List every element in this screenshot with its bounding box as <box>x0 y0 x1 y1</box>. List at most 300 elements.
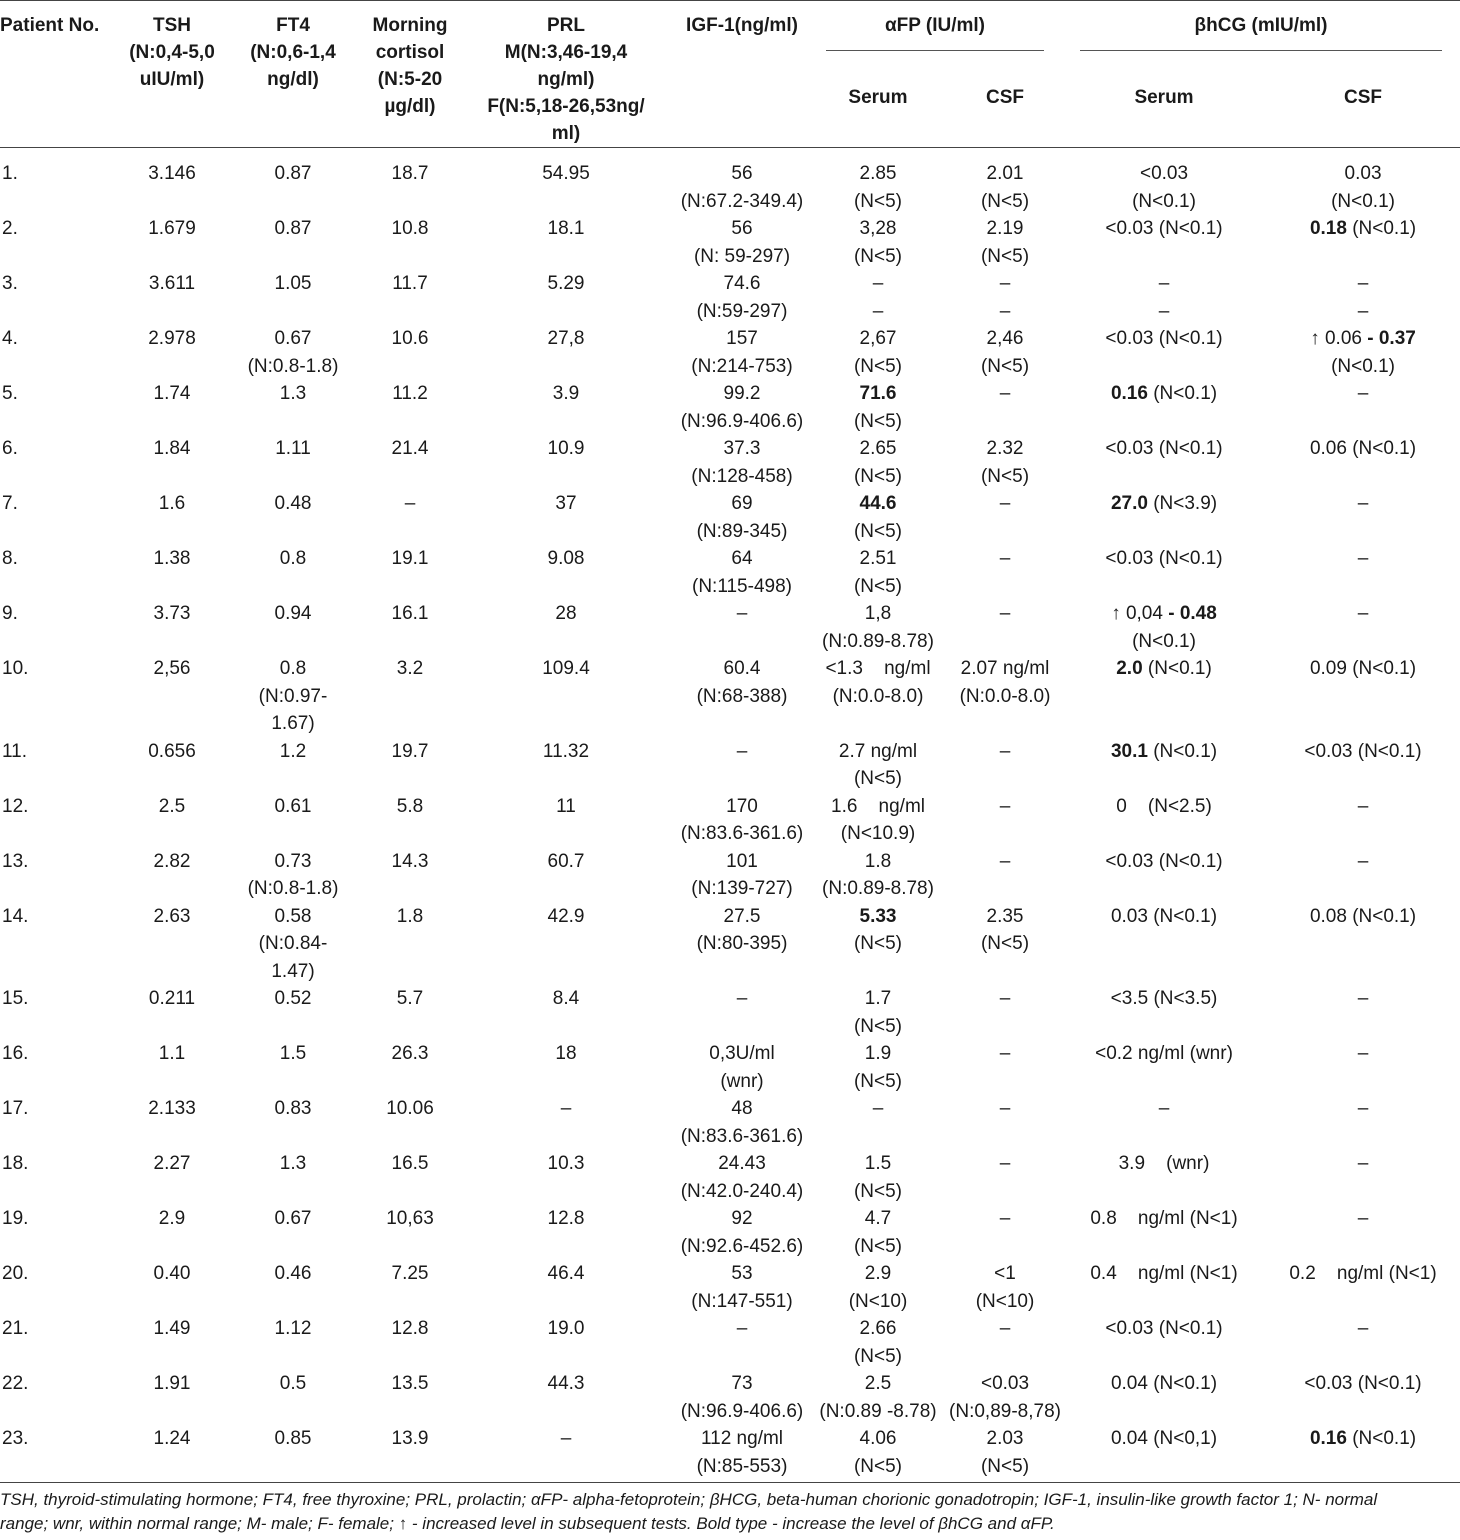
cell-line: 170 <box>726 795 758 817</box>
cell-line: – <box>999 548 1011 569</box>
igf1-cell <box>676 380 808 435</box>
cell-line: (N:0.84- <box>258 933 328 954</box>
tsh-cell: 2.63 <box>153 905 191 927</box>
cell-line <box>1062 1370 1266 1398</box>
patient-number-cell: 22. <box>2 1373 29 1394</box>
cell-line <box>1266 1425 1460 1453</box>
cell-line <box>1266 325 1460 353</box>
cell-line: 0.5 <box>279 1373 307 1394</box>
cortisol-cell: 18.7 <box>391 163 429 184</box>
bhcg-csf-cell <box>1266 1095 1460 1150</box>
cortisol-cell: 12.8 <box>391 1318 429 1339</box>
cell-text: (N<0.1) <box>1147 740 1218 762</box>
cell-line: 1.67) <box>271 713 315 734</box>
cell-line <box>1062 628 1266 656</box>
header-patient-no: Patient No. <box>0 15 100 36</box>
header-ft4 <box>222 0 364 148</box>
cell-line <box>1062 655 1266 683</box>
cell-line <box>1266 435 1460 463</box>
patient-number-cell: 7. <box>2 493 18 514</box>
cell-line: 1.12 <box>274 1318 312 1339</box>
cell-line <box>1062 160 1266 188</box>
tsh-cell: 2.133 <box>148 1098 196 1119</box>
cortisol-cell: 16.5 <box>391 1153 429 1174</box>
cell-text: ↑ 0.06 <box>1310 328 1368 349</box>
cell-line: 69 <box>731 493 753 514</box>
cell-text: (N<10) <box>848 1290 908 1312</box>
afp-serum-cell <box>808 1150 948 1205</box>
ft4-cell <box>222 1150 364 1205</box>
cortisol-cell: 26.3 <box>391 1043 429 1064</box>
cell-line <box>808 1343 948 1371</box>
cell-text: 2,67 <box>859 328 897 349</box>
cell-line <box>808 793 948 821</box>
bhcg-csf-cell <box>1266 1315 1460 1370</box>
table-row <box>0 1150 1460 1205</box>
cell-text: 2.66 <box>859 1318 897 1339</box>
cell-line <box>808 1425 948 1453</box>
tsh-cell: 2.27 <box>153 1153 191 1174</box>
cortisol-cell: 3.2 <box>396 658 424 679</box>
bhcg-csf-cell <box>1266 655 1460 738</box>
header-prl <box>456 0 676 148</box>
cell-text: (N<5) <box>853 1180 903 1202</box>
cell-line: 60.4 <box>723 658 761 679</box>
afp-serum-cell <box>808 1040 948 1095</box>
cell-line: 0.8 <box>279 548 307 569</box>
afp-serum-cell <box>808 1260 948 1315</box>
cell-line <box>808 1178 948 1206</box>
tsh-cell: 1.38 <box>153 548 191 569</box>
bhcg-serum-cell <box>1062 738 1266 793</box>
header-bhcg-csf: CSF <box>1344 86 1383 108</box>
cell-line: (N:0.8-1.8) <box>247 355 339 377</box>
afp-csf-cell <box>948 215 1062 270</box>
table-row <box>0 1205 1460 1260</box>
cell-line <box>1062 848 1266 876</box>
header-line: µg/dl) <box>384 96 436 117</box>
cell-line: 24.43 <box>718 1153 766 1174</box>
cell-line <box>808 1013 948 1041</box>
cell-text: (N<0.1) <box>1331 355 1395 377</box>
header-line: PRL <box>547 15 585 36</box>
cell-line: 0.67 <box>274 328 312 349</box>
bhcg-csf-cell <box>1266 325 1460 380</box>
ft4-cell <box>222 600 364 655</box>
cell-line: 1.05 <box>274 273 312 294</box>
ft4-cell <box>222 903 364 986</box>
cell-line <box>1062 600 1266 628</box>
patient-number-cell: 2. <box>2 218 18 239</box>
cell-text: 1.5 <box>864 1153 892 1174</box>
afp-csf-cell <box>948 545 1062 600</box>
tsh-cell: 3.146 <box>148 163 196 184</box>
cell-line: 1.11 <box>275 438 311 459</box>
cell-text: 4.06 <box>859 1428 897 1449</box>
cell-text: 1.6 ng/ml <box>831 795 925 817</box>
bhcg-csf-cell <box>1266 435 1460 490</box>
cell-text: 1.9 <box>864 1043 892 1064</box>
igf1-cell <box>676 793 808 848</box>
cell-line <box>1266 848 1460 876</box>
table-row <box>0 1260 1460 1315</box>
header-bhcg-group <box>1062 0 1460 72</box>
cell-line <box>1062 793 1266 821</box>
cell-line <box>1266 1150 1460 1178</box>
cell-line: 53 <box>731 1263 753 1284</box>
igf1-cell <box>676 490 808 545</box>
afp-csf-cell <box>948 1425 1062 1480</box>
cell-text: (N<5) <box>853 520 903 542</box>
cell-line: (N:83.6-361.6) <box>680 1125 804 1147</box>
cell-line <box>1266 353 1460 381</box>
bhcg-serum-cell <box>1062 655 1266 738</box>
cell-line: 157 <box>726 328 758 349</box>
bhcg-csf-cell <box>1266 1040 1460 1095</box>
cell-line: 37.3 <box>723 438 761 459</box>
patient-number-cell: 11. <box>2 740 28 762</box>
ft4-cell <box>222 1040 364 1095</box>
patient-number-cell: 12. <box>2 795 29 817</box>
ft4-cell <box>222 1260 364 1315</box>
table-footnote <box>0 1488 1460 1536</box>
patient-number-cell: 9. <box>2 603 18 624</box>
cell-line <box>1266 985 1460 1013</box>
patient-number-cell: 20. <box>2 1263 29 1284</box>
cell-text: 0.06 (N<0.1) <box>1309 438 1417 459</box>
cell-line <box>808 683 948 711</box>
patient-number-cell: 3. <box>2 273 18 294</box>
header-line: F(N:5,18-26,53ng/ <box>487 96 645 117</box>
cell-line <box>808 463 948 491</box>
afp-serum-cell <box>808 1370 948 1425</box>
table-row <box>0 1315 1460 1370</box>
patient-number-cell: 10. <box>2 658 29 679</box>
cell-text: 1,8 <box>864 603 892 624</box>
bold-value: 71.6 <box>859 383 897 404</box>
cell-line <box>1062 215 1266 243</box>
cell-text: – <box>1357 1098 1369 1119</box>
igf1-cell <box>676 1315 808 1370</box>
igf1-cell <box>676 848 808 903</box>
cell-text: 3.9 (wnr) <box>1118 1153 1210 1174</box>
cell-line: – <box>736 988 748 1009</box>
cell-text: <1.3 ng/ml <box>825 658 931 679</box>
cell-line <box>1062 903 1266 931</box>
cell-line: (N<5) <box>980 1455 1030 1477</box>
table-row <box>0 270 1460 325</box>
prl-cell: 37 <box>555 493 577 514</box>
ft4-cell <box>222 1095 364 1150</box>
cell-text: (N<10.9) <box>840 823 916 844</box>
patient-number-cell: 19. <box>2 1208 29 1229</box>
cell-line <box>808 738 948 766</box>
cell-text: (N:0.89 -8.78) <box>819 1400 937 1422</box>
cell-line <box>808 298 948 326</box>
tsh-cell: 0.211 <box>148 988 196 1009</box>
patient-number-cell: 21. <box>2 1318 29 1339</box>
cell-line <box>808 1260 948 1288</box>
cell-text: <0.03 <box>1139 163 1189 184</box>
cell-line: (N:0,89-8,78) <box>949 1400 1061 1422</box>
cell-text: <3.5 (N<3.5) <box>1110 988 1218 1009</box>
cell-line: – <box>999 1098 1011 1119</box>
ft4-cell <box>222 738 364 793</box>
ft4-cell <box>222 270 364 325</box>
tsh-cell: 2.82 <box>153 850 191 872</box>
cell-text: (N<5) <box>853 1070 903 1092</box>
cortisol-cell: 19.1 <box>391 548 429 569</box>
header-line: FT4 <box>276 15 310 36</box>
afp-serum-cell <box>808 738 948 793</box>
cell-text: (N:0.89-8.78) <box>822 878 934 899</box>
afp-csf-cell <box>948 435 1062 490</box>
cell-line: 1.3 <box>279 1153 307 1174</box>
header-morning-cortisol <box>364 0 456 148</box>
cell-text: – <box>1158 273 1170 294</box>
header-afp-serum: Serum <box>848 86 908 108</box>
cell-line <box>808 985 948 1013</box>
cell-line <box>808 270 948 298</box>
cell-line: 2.35 <box>986 905 1024 927</box>
cell-line: – <box>999 795 1011 817</box>
cell-line: 56 <box>731 163 753 184</box>
bold-value: - 0.37 <box>1367 328 1416 349</box>
footnote-line: TSH, thyroid-stimulating hormone; FT4, free thyroxine; PRL, prolactin; αFP- alpha-fetoprotein; βHCG, beta-human chorionic gonadotropin; IGF-1, insulin-like growth factor 1; N- normal <box>0 1490 1378 1509</box>
afp-serum-cell <box>808 655 948 738</box>
cell-line <box>808 408 948 436</box>
cell-line: 56 <box>731 218 753 239</box>
cell-line <box>1266 1260 1460 1288</box>
ft4-cell <box>222 1370 364 1425</box>
cell-line: 0.61 <box>274 795 312 817</box>
cell-text: – <box>1357 850 1369 872</box>
afp-serum-cell <box>808 1425 948 1480</box>
ft4-cell <box>222 985 364 1040</box>
header-tsh <box>122 0 222 148</box>
patient-number-cell: 23. <box>2 1428 29 1449</box>
tsh-cell: 2.9 <box>158 1208 186 1229</box>
bhcg-serum-cell <box>1062 1260 1266 1315</box>
bhcg-csf-cell <box>1266 738 1460 793</box>
cell-text: <0.03 (N<0.1) <box>1105 1318 1223 1339</box>
cell-line: (N:80-395) <box>696 933 788 954</box>
cell-text: (N<0.1) <box>1132 630 1196 652</box>
cell-text: <0.03 (N<0.1) <box>1304 740 1422 762</box>
prl-cell: 12.8 <box>547 1208 585 1229</box>
prl-cell: 5.29 <box>547 273 585 294</box>
cell-line: (N:92.6-452.6) <box>680 1235 804 1257</box>
afp-csf-cell <box>948 1370 1062 1425</box>
cortisol-cell: 5.8 <box>396 795 424 817</box>
cell-line <box>1266 160 1460 188</box>
cell-line <box>1062 1040 1266 1068</box>
cortisol-cell: 14.3 <box>391 850 429 872</box>
afp-serum-cell <box>808 903 948 986</box>
cortisol-cell: 13.9 <box>391 1428 429 1449</box>
ft4-cell <box>222 655 364 738</box>
igf1-cell <box>676 148 808 216</box>
cell-line <box>808 930 948 958</box>
cell-line: 0.58 <box>274 905 312 927</box>
cell-text: – <box>872 300 884 322</box>
cell-text: (N<5) <box>853 190 903 212</box>
cell-text: (N<5) <box>853 410 903 432</box>
table-row <box>0 1370 1460 1425</box>
bold-value: 0.18 <box>1309 218 1347 239</box>
cell-text: <0.2 ng/ml (wnr) <box>1095 1043 1233 1064</box>
bhcg-serum-cell <box>1062 1425 1266 1480</box>
cell-line <box>1266 600 1460 628</box>
cell-text: 0.04 (N<0,1) <box>1110 1428 1218 1449</box>
cortisol-cell: 11.2 <box>392 383 428 404</box>
tsh-cell: 1.24 <box>153 1428 191 1449</box>
afp-csf-cell <box>948 1205 1062 1260</box>
ft4-cell <box>222 148 364 216</box>
cell-line: 0.73 <box>274 850 312 872</box>
bold-value: 30.1 <box>1110 740 1148 762</box>
cell-text: (N:0.89-8.78) <box>822 630 934 652</box>
cell-line <box>1062 1205 1266 1233</box>
cell-text: (N<5) <box>853 768 903 789</box>
header-bhcg-serum: Serum <box>1134 86 1194 108</box>
bhcg-csf-cell <box>1266 380 1460 435</box>
tsh-cell: 2.5 <box>158 795 186 817</box>
cell-line <box>808 628 948 656</box>
prl-cell: 18 <box>555 1043 577 1064</box>
tsh-cell: 0.40 <box>153 1263 191 1284</box>
bhcg-serum-cell <box>1062 270 1266 325</box>
cell-text: 0.04 (N<0.1) <box>1110 1373 1218 1394</box>
afp-serum-cell <box>808 1205 948 1260</box>
cell-line: 0,3U/ml <box>709 1043 775 1064</box>
cell-text: 1.8 <box>864 850 892 872</box>
cell-line: 27.5 <box>723 905 761 927</box>
cell-line: – <box>999 1208 1011 1229</box>
bhcg-csf-cell <box>1266 148 1460 216</box>
prl-cell: 60.7 <box>547 850 585 872</box>
cell-line: (N:42.0-240.4) <box>680 1180 804 1202</box>
cell-line: – <box>999 300 1011 322</box>
cell-line: 0.52 <box>274 988 312 1009</box>
afp-csf-cell <box>948 270 1062 325</box>
header-afp-csf: CSF <box>986 86 1024 108</box>
prl-cell: 18.1 <box>547 218 585 239</box>
cell-line <box>1266 1370 1460 1398</box>
afp-serum-cell <box>808 793 948 848</box>
afp-csf-cell <box>948 1040 1062 1095</box>
cell-line <box>1062 298 1266 326</box>
cell-text: – <box>1357 548 1369 569</box>
header-igf1: IGF-1(ng/ml) <box>686 15 798 36</box>
bhcg-csf-cell <box>1266 903 1460 986</box>
table-row <box>0 1040 1460 1095</box>
bhcg-serum-cell <box>1062 545 1266 600</box>
cell-line <box>808 545 948 573</box>
afp-serum-cell <box>808 1315 948 1370</box>
cell-text: ↑ 0,04 <box>1111 603 1169 624</box>
prl-cell: 28 <box>555 603 577 624</box>
header-line: ml) <box>551 123 581 144</box>
afp-serum-cell <box>808 148 948 216</box>
cell-text: 2.9 <box>864 1263 892 1284</box>
prl-cell: 46.4 <box>547 1263 585 1284</box>
cell-text: (N:0.0-8.0) <box>832 685 924 707</box>
cell-line: – <box>999 740 1011 762</box>
cell-line: – <box>999 493 1011 514</box>
cell-line <box>1062 1095 1266 1123</box>
cell-line: – <box>999 850 1011 872</box>
cell-text: – <box>1357 603 1369 624</box>
cell-line: (N:0.0-8.0) <box>959 685 1051 707</box>
prl-cell: 11.32 <box>542 740 590 762</box>
ft4-cell <box>222 490 364 545</box>
cell-line: 0.67 <box>274 1208 312 1229</box>
tsh-cell: 2.978 <box>148 328 196 349</box>
top-rule <box>0 0 1460 1</box>
bhcg-csf-cell <box>1266 1370 1460 1425</box>
cell-text: – <box>1357 1153 1369 1174</box>
cell-line: 0.46 <box>274 1263 312 1284</box>
cell-text: – <box>1357 493 1369 514</box>
header-afp-group <box>808 0 1062 72</box>
bold-value: 0.16 <box>1110 383 1148 404</box>
cell-text: (N<0.1) <box>1142 658 1212 679</box>
cell-text: – <box>1357 1043 1369 1064</box>
cell-line: – <box>736 603 748 624</box>
igf1-cell <box>676 1095 808 1150</box>
cell-line: 1.5 <box>279 1043 307 1064</box>
cell-text: (N<0.1) <box>1346 1428 1417 1449</box>
cell-text: <0.03 (N<0.1) <box>1304 1373 1422 1394</box>
afp-csf-cell <box>948 325 1062 380</box>
bhcg-serum-cell <box>1062 148 1266 216</box>
cell-text: 3,28 <box>859 218 897 239</box>
cell-line: – <box>999 383 1011 404</box>
cell-line <box>1266 738 1460 766</box>
ft4-cell <box>222 848 364 903</box>
cell-text: 0.4 ng/ml (N<1) <box>1090 1263 1238 1284</box>
cell-line <box>1266 490 1460 518</box>
cell-text: (N<5) <box>853 1345 903 1367</box>
cell-line <box>808 573 948 601</box>
cell-line: (N<5) <box>980 465 1030 487</box>
bhcg-serum-cell <box>1062 1205 1266 1260</box>
table-row <box>0 1095 1460 1150</box>
bhcg-csf-cell <box>1266 1150 1460 1205</box>
afp-serum-cell <box>808 270 948 325</box>
prl-cell: 9.08 <box>547 548 585 569</box>
ft4-cell <box>222 1205 364 1260</box>
header-bhcg-label: βhCG (mIU/ml) <box>1080 12 1442 51</box>
table-row <box>0 215 1460 270</box>
bhcg-csf-cell <box>1266 1205 1460 1260</box>
patient-number-cell: 15. <box>2 988 29 1009</box>
header-line: TSH <box>153 15 191 36</box>
cell-line: 112 ng/ml <box>700 1428 784 1449</box>
cell-line: <0.03 <box>980 1373 1030 1394</box>
cell-line <box>808 380 948 408</box>
afp-serum-cell <box>808 435 948 490</box>
cell-line: 48 <box>731 1098 753 1119</box>
cell-line <box>1266 1095 1460 1123</box>
cell-line <box>1266 188 1460 216</box>
igf1-cell <box>676 1425 808 1480</box>
bhcg-csf-cell <box>1266 848 1460 903</box>
table-row <box>0 655 1460 738</box>
prl-cell: 11 <box>556 795 576 817</box>
patient-number-cell: 16. <box>2 1043 29 1064</box>
